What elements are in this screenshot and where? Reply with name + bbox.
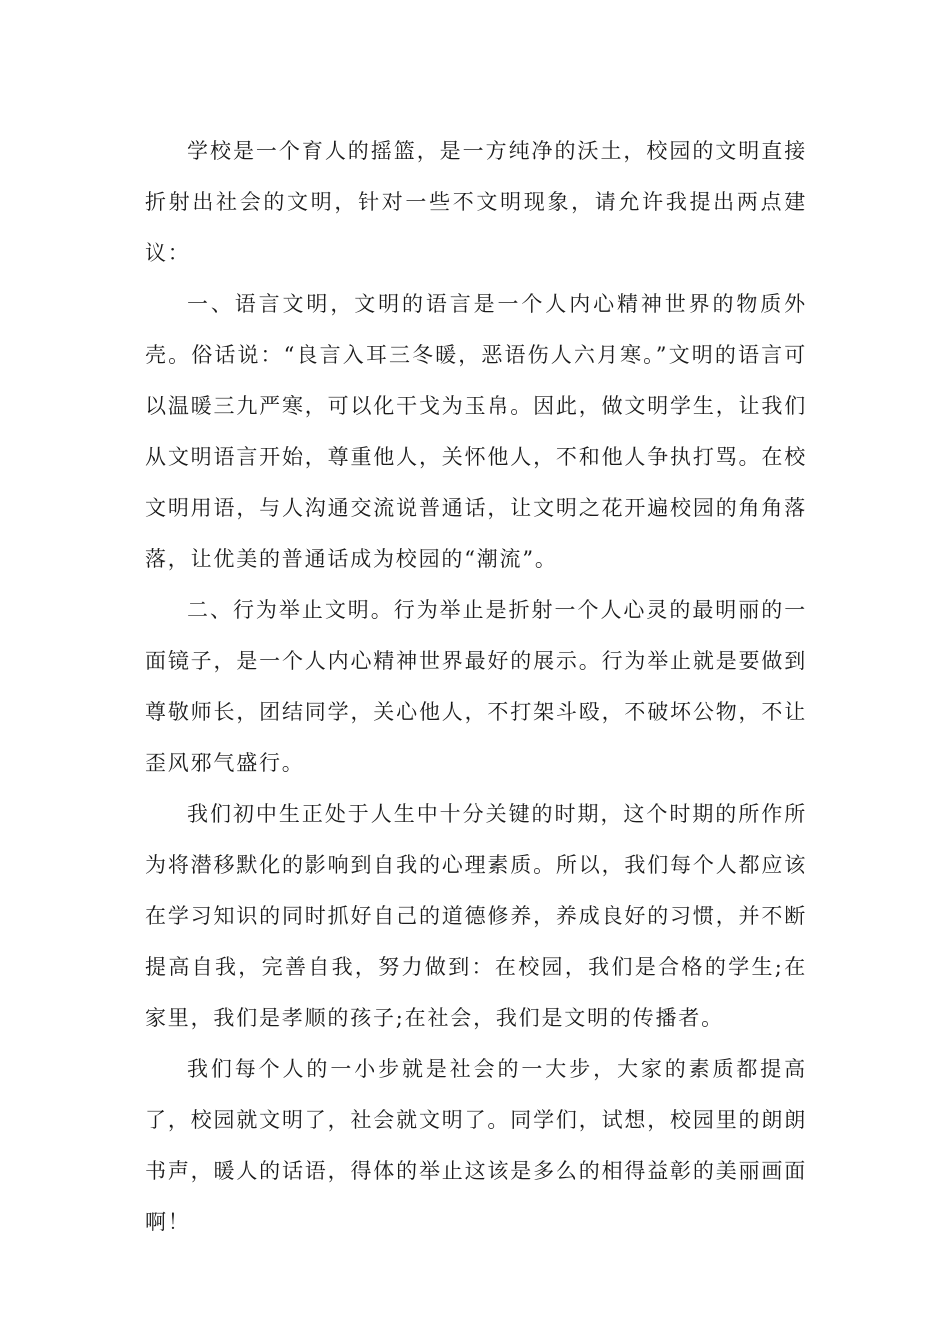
paragraph-intro: 学校是一个育人的摇篮，是一方纯净的沃土，校园的文明直接折射出社会的文明，针对一些不文明现象，请允许我提出两点建议：	[145, 139, 807, 265]
paragraph-conclusion: 我们每个人的一小步就是社会的一大步，大家的素质都提高了，校园就文明了，社会就文明了。同学们，试想，校园里的朗朗书声，暖人的话语，得体的举止这该是多么的相得益彰的美丽画面啊！	[145, 1057, 807, 1234]
paragraph-language-civility: 一、语言文明，文明的语言是一个人内心精神世界的物质外壳。俗话说：“良言入耳三冬暖，恶语伤人六月寒。”文明的语言可以温暖三九严寒，可以化干戈为玉帛。因此，做文明学生，让我们从文明语言开始，尊重他人，关怀他人，不和他人争执打骂。在校文明用语，与人沟通交流说普通话，让文明之花开遍校园的角角落落，让优美的普通话成为校园的“潮流”。	[145, 292, 807, 571]
paragraph-middle-school-students: 我们初中生正处于人生中十分关键的时期，这个时期的所作所为将潜移默化的影响到自我的心理素质。所以，我们每个人都应该在学习知识的同时抓好自己的道德修养，养成良好的习惯，并不断提高自我，完善自我，努力做到：在校园，我们是合格的学生;在家里，我们是孝顺的孩子;在社会，我们是文明的传播者。	[145, 802, 807, 1030]
paragraph-behavior-civility: 二、行为举止文明。行为举止是折射一个人心灵的最明丽的一面镜子，是一个人内心精神世界最好的展示。行为举止就是要做到尊敬师长，团结同学，关心他人，不打架斗殴，不破坏公物，不让歪风邪气盛行。	[145, 598, 807, 775]
document-body	[145, 126, 807, 1248]
